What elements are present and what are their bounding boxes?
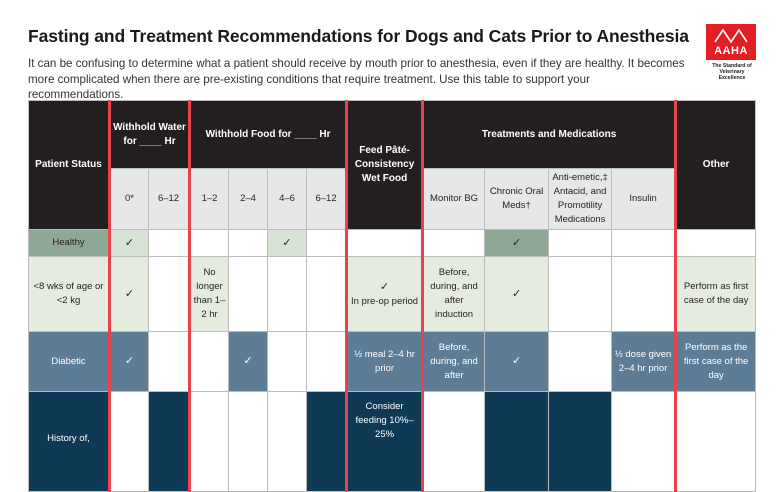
row-label-young: <8 wks of age or <2 kg xyxy=(29,257,110,332)
sub-insulin: Insulin xyxy=(612,169,676,230)
young-feed xyxy=(347,257,423,332)
page-title: Fasting and Treatment Recommendations for Dogs and Cats Prior to Anesthesia xyxy=(28,26,689,46)
check-icon: ✓ xyxy=(511,287,522,300)
sub-food-1-2: 1–2 xyxy=(190,169,229,230)
header-other: Other xyxy=(676,101,756,230)
young-insulin xyxy=(612,257,676,332)
row-young xyxy=(29,257,756,332)
header-patient-status: Patient Status xyxy=(29,101,110,230)
intro-text: It can be confusing to determine what a patient should receive by mouth prior to anesthesia, even if they are healthy. It becomes more complicated when there are pre-existing conditions that require treatment. Use this table to support your recommendations. xyxy=(28,57,685,101)
header-feed-pate: Feed Pâté-Consistency Wet Food xyxy=(347,101,423,230)
header-withhold-food: Withhold Food for ____ Hr xyxy=(190,101,347,169)
history-insulin xyxy=(612,392,676,492)
history-food-2-4 xyxy=(229,392,268,492)
history-food-4-6 xyxy=(268,392,307,492)
healthy-chronic-meds xyxy=(485,230,549,257)
row-history xyxy=(29,392,756,492)
recommendations-table xyxy=(28,100,756,492)
healthy-feed xyxy=(347,230,423,257)
young-food-2-4 xyxy=(229,257,268,332)
diabetic-antiemetic xyxy=(549,332,612,392)
history-water-6-12 xyxy=(149,392,190,492)
healthy-water-0 xyxy=(110,230,149,257)
check-icon: ✓ xyxy=(511,236,522,249)
diabetic-other: Perform as the first case of the day xyxy=(676,332,756,392)
diabetic-food-2-4 xyxy=(229,332,268,392)
check-icon: ✓ xyxy=(511,355,522,367)
sub-food-4-6: 4–6 xyxy=(268,169,307,230)
history-chronic-meds xyxy=(485,392,549,492)
row-healthy xyxy=(29,230,756,257)
history-feed: Consider feeding 10%–25% xyxy=(347,392,423,492)
sub-monitor-bg: Monitor BG xyxy=(423,169,485,230)
diabetic-feed: ½ meal 2–4 hr prior xyxy=(347,332,423,392)
diabetic-food-6-12 xyxy=(307,332,347,392)
sub-chronic-oral-meds: Chronic Oral Meds† xyxy=(485,169,549,230)
aaha-logo xyxy=(706,24,758,86)
diabetic-insulin: ½ dose given 2–4 hr prior xyxy=(612,332,676,392)
history-monitor-bg xyxy=(423,392,485,492)
healthy-other xyxy=(676,230,756,257)
young-monitor-bg: Before, during, and after induction xyxy=(423,257,485,332)
diabetic-monitor-bg: Before, during, and after xyxy=(423,332,485,392)
sub-water-0: 0* xyxy=(110,169,149,230)
healthy-antiemetic xyxy=(549,230,612,257)
header-withhold-water: Withhold Water for ____ Hr xyxy=(110,101,190,169)
row-label-history: History of, xyxy=(29,392,110,492)
row-label-healthy: Healthy xyxy=(29,230,110,257)
history-food-6-12 xyxy=(307,392,347,492)
sub-water-6-12: 6–12 xyxy=(149,169,190,230)
young-antiemetic xyxy=(549,257,612,332)
diabetic-chronic-meds xyxy=(485,332,549,392)
history-other xyxy=(676,392,756,492)
header-row xyxy=(29,101,756,169)
young-water-0 xyxy=(110,257,149,332)
logo-mark xyxy=(706,24,756,60)
healthy-insulin xyxy=(612,230,676,257)
check-icon: ✓ xyxy=(379,280,390,293)
young-food-1-2: No longer than 1–2 hr xyxy=(190,257,229,332)
history-food-1-2 xyxy=(190,392,229,492)
healthy-water-6-12 xyxy=(149,230,190,257)
logo-roofline-icon xyxy=(714,27,748,43)
healthy-food-1-2 xyxy=(190,230,229,257)
check-icon: ✓ xyxy=(124,287,135,300)
young-chronic-meds xyxy=(485,257,549,332)
young-other: Perform as first case of the day xyxy=(676,257,756,332)
diabetic-food-4-6 xyxy=(268,332,307,392)
check-icon: ✓ xyxy=(124,355,135,367)
diabetic-water-0 xyxy=(110,332,149,392)
young-water-6-12 xyxy=(149,257,190,332)
sub-food-6-12: 6–12 xyxy=(307,169,347,230)
history-water-0 xyxy=(110,392,149,492)
young-food-6-12 xyxy=(307,257,347,332)
sub-antiemetic: Anti-emetic,‡ Antacid, and Promotility Medications xyxy=(549,169,612,230)
healthy-monitor-bg xyxy=(423,230,485,257)
young-feed-note: In pre-op period xyxy=(351,295,419,307)
header-treatments: Treatments and Medications xyxy=(423,101,676,169)
check-icon: ✓ xyxy=(243,355,253,367)
young-food-4-6 xyxy=(268,257,307,332)
row-label-diabetic: Diabetic xyxy=(29,332,110,392)
healthy-food-6-12 xyxy=(307,230,347,257)
logo-text: AAHA xyxy=(714,45,748,57)
history-antiemetic xyxy=(549,392,612,492)
row-diabetic xyxy=(29,332,756,392)
diabetic-food-1-2 xyxy=(190,332,229,392)
check-icon: ✓ xyxy=(124,236,135,249)
healthy-food-2-4 xyxy=(229,230,268,257)
check-icon: ✓ xyxy=(282,236,292,249)
healthy-food-4-6 xyxy=(268,230,307,257)
diabetic-water-6-12 xyxy=(149,332,190,392)
logo-tagline: The Standard of Veterinary Excellence xyxy=(712,63,752,81)
sub-food-2-4: 2–4 xyxy=(229,169,268,230)
